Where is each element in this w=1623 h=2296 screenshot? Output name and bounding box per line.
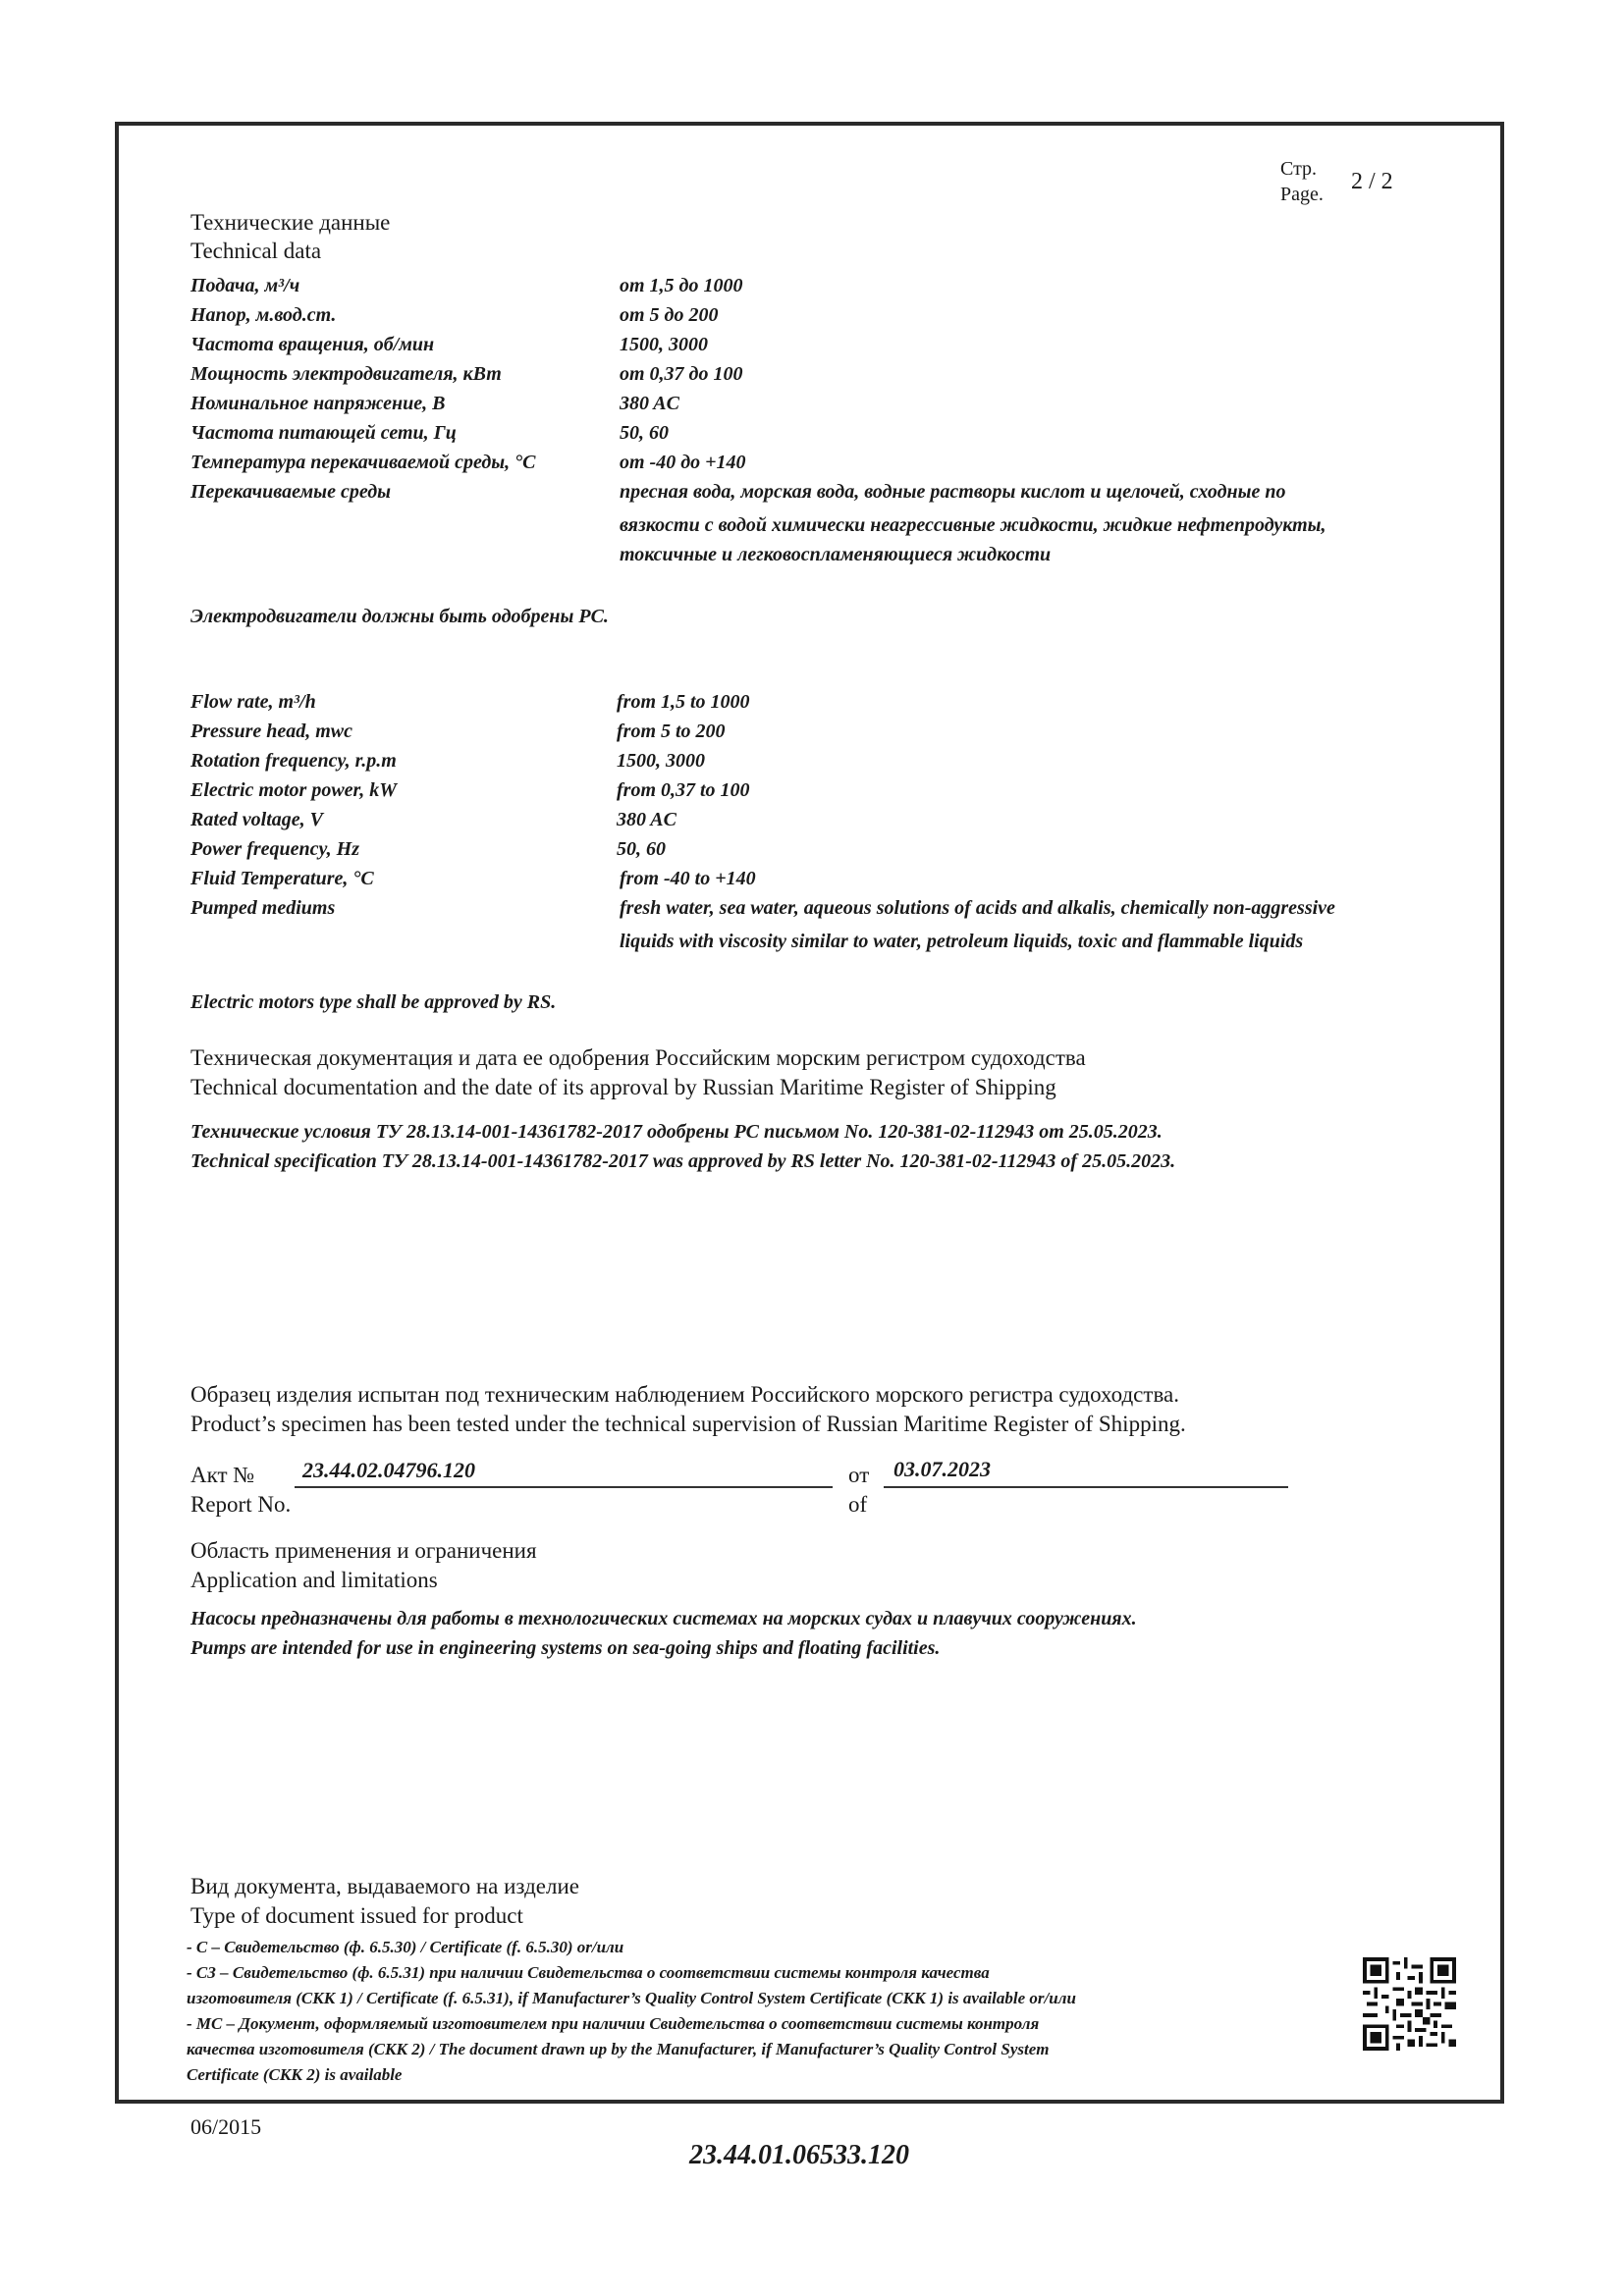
row-label: Температура перекачиваемой среды, °С [190, 452, 536, 473]
row-value: from 5 to 200 [617, 721, 726, 742]
row-value: 380 AC [620, 393, 679, 414]
application-title-en: Application and limitations [190, 1568, 438, 1592]
row-label: Flow rate, m³/h [190, 691, 316, 713]
row-label: Pressure head, mwc [190, 721, 352, 742]
row-value: 50, 60 [620, 422, 669, 444]
row-label: Fluid Temperature, °C [190, 868, 374, 889]
report-label-en: Report No. [190, 1492, 292, 1517]
report-number: 23.44.02.04796.120 [302, 1458, 475, 1482]
report-of-ru: от [848, 1463, 870, 1487]
docs-line-ru: Технические условия ТУ 28.13.14-001-14361782-2017 одобрены РС письмом No. 120-381-02-112943 от 25.05.2023. [190, 1121, 1163, 1143]
row-label: Частота питающей сети, Гц [190, 422, 457, 444]
row-value: from 1,5 to 1000 [617, 691, 750, 713]
form-code: 06/2015 [190, 2114, 262, 2139]
row-label: Rotation frequency, r.p.m [190, 750, 397, 772]
motor-note-en: Electric motors type shall be approved by RS. [190, 991, 557, 1013]
report-of-en: of [848, 1492, 868, 1517]
row-value: from -40 to +140 [620, 868, 756, 889]
row-value: 380 AC [617, 809, 676, 830]
doctype-line: - СЗ – Свидетельство (ф. 6.5.31) при наличии Свидетельства о соответствии системы контроля качества [187, 1963, 990, 1982]
doctype-title-ru: Вид документа, выдаваемого на изделие [190, 1874, 579, 1898]
doctype-line: Certificate (СКК 2) is available [187, 2065, 403, 2084]
page-label-ru: Стр. [1280, 158, 1318, 180]
row-label: Rated voltage, V [190, 809, 323, 830]
row-value: от -40 до +140 [620, 452, 746, 473]
application-text-en: Pumps are intended for use in engineering systems on sea-going ships and floating facilities. [190, 1637, 941, 1659]
doctype-line: качества изготовителя (СКК 2) / The document drawn up by the Manufacturer, if Manufacturer’s Quality Control System [187, 2040, 1050, 2058]
mediums-en-cont: liquids with viscosity similar to water, petroleum liquids, toxic and flammable liquids [620, 931, 1304, 952]
row-label: Перекачиваемые среды [190, 481, 391, 503]
row-value: 50, 60 [617, 838, 666, 860]
qr-code-icon [1363, 1957, 1456, 2051]
docs-title-ru: Техническая документация и дата ее одобрения Российским морским регистром судоходства [190, 1045, 1086, 1070]
motor-note-ru: Электродвигатели должны быть одобрены РС. [190, 606, 609, 627]
row-value: от 1,5 до 1000 [620, 275, 743, 296]
specimen-text-en: Product’s specimen has been tested under the technical supervision of Russian Maritime Register of Shipping. [190, 1412, 1186, 1436]
tech-title-en: Technical data [190, 239, 322, 263]
document-number: 23.44.01.06533.120 [689, 2140, 909, 2170]
doctype-line: - МС – Документ, оформляемый изготовителем при наличии Свидетельства о соответствии системы контроля [187, 2014, 1040, 2033]
row-value: fresh water, sea water, aqueous solutions of acids and alkalis, chemically non-aggressive [620, 897, 1335, 919]
mediums-ru-cont: токсичные и легковоспламеняющиеся жидкости [620, 544, 1052, 565]
docs-line-en: Technical specification ТУ 28.13.14-001-14361782-2017 was approved by RS letter No. 120-381-02-112943 of 25.05.2023. [190, 1150, 1176, 1172]
row-value: 1500, 3000 [620, 334, 708, 355]
doctype-line: изготовителя (СКК 1) / Certificate (f. 6.5.31), if Manufacturer’s Quality Control System Certificate (СКК 1) is available or/или [187, 1989, 1076, 2007]
application-text-ru: Насосы предназначены для работы в технологических системах на морских судах и плавучих сооружениях. [190, 1608, 1137, 1629]
row-value: от 0,37 до 100 [620, 363, 743, 385]
application-title-ru: Область применения и ограничения [190, 1538, 537, 1563]
row-label: Напор, м.вод.ст. [190, 304, 337, 326]
row-label: Мощность электродвигателя, кВт [190, 363, 502, 385]
mediums-ru-cont: вязкости с водой химически неагрессивные жидкости, жидкие нефтепродукты, [620, 514, 1326, 536]
row-label: Power frequency, Hz [190, 838, 360, 860]
page-frame [115, 122, 1504, 2104]
tech-title-ru: Технические данные [190, 210, 391, 235]
row-label: Номинальное напряжение, В [190, 393, 446, 414]
row-label: Pumped mediums [190, 897, 336, 919]
docs-title-en: Technical documentation and the date of its approval by Russian Maritime Register of Shipping [190, 1075, 1056, 1099]
report-label-ru: Акт № [190, 1463, 255, 1487]
doctype-title-en: Type of document issued for product [190, 1903, 523, 1928]
row-label: Electric motor power, kW [190, 779, 397, 801]
row-value: пресная вода, морская вода, водные растворы кислот и щелочей, сходные по [620, 481, 1286, 503]
specimen-text-ru: Образец изделия испытан под техническим наблюдением Российского морского регистра судоходства. [190, 1382, 1179, 1407]
doctype-line: - С – Свидетельство (ф. 6.5.30) / Certificate (f. 6.5.30) or/или [187, 1938, 624, 1956]
report-date-underline [884, 1486, 1288, 1488]
row-label: Подача, м³/ч [190, 275, 300, 296]
row-label: Частота вращения, об/мин [190, 334, 435, 355]
page-number: 2 / 2 [1351, 169, 1393, 194]
report-date: 03.07.2023 [893, 1457, 991, 1481]
page-label-en: Page. [1280, 184, 1324, 205]
row-value: 1500, 3000 [617, 750, 705, 772]
row-value: from 0,37 to 100 [617, 779, 750, 801]
row-value: от 5 до 200 [620, 304, 719, 326]
report-number-underline [295, 1486, 833, 1488]
